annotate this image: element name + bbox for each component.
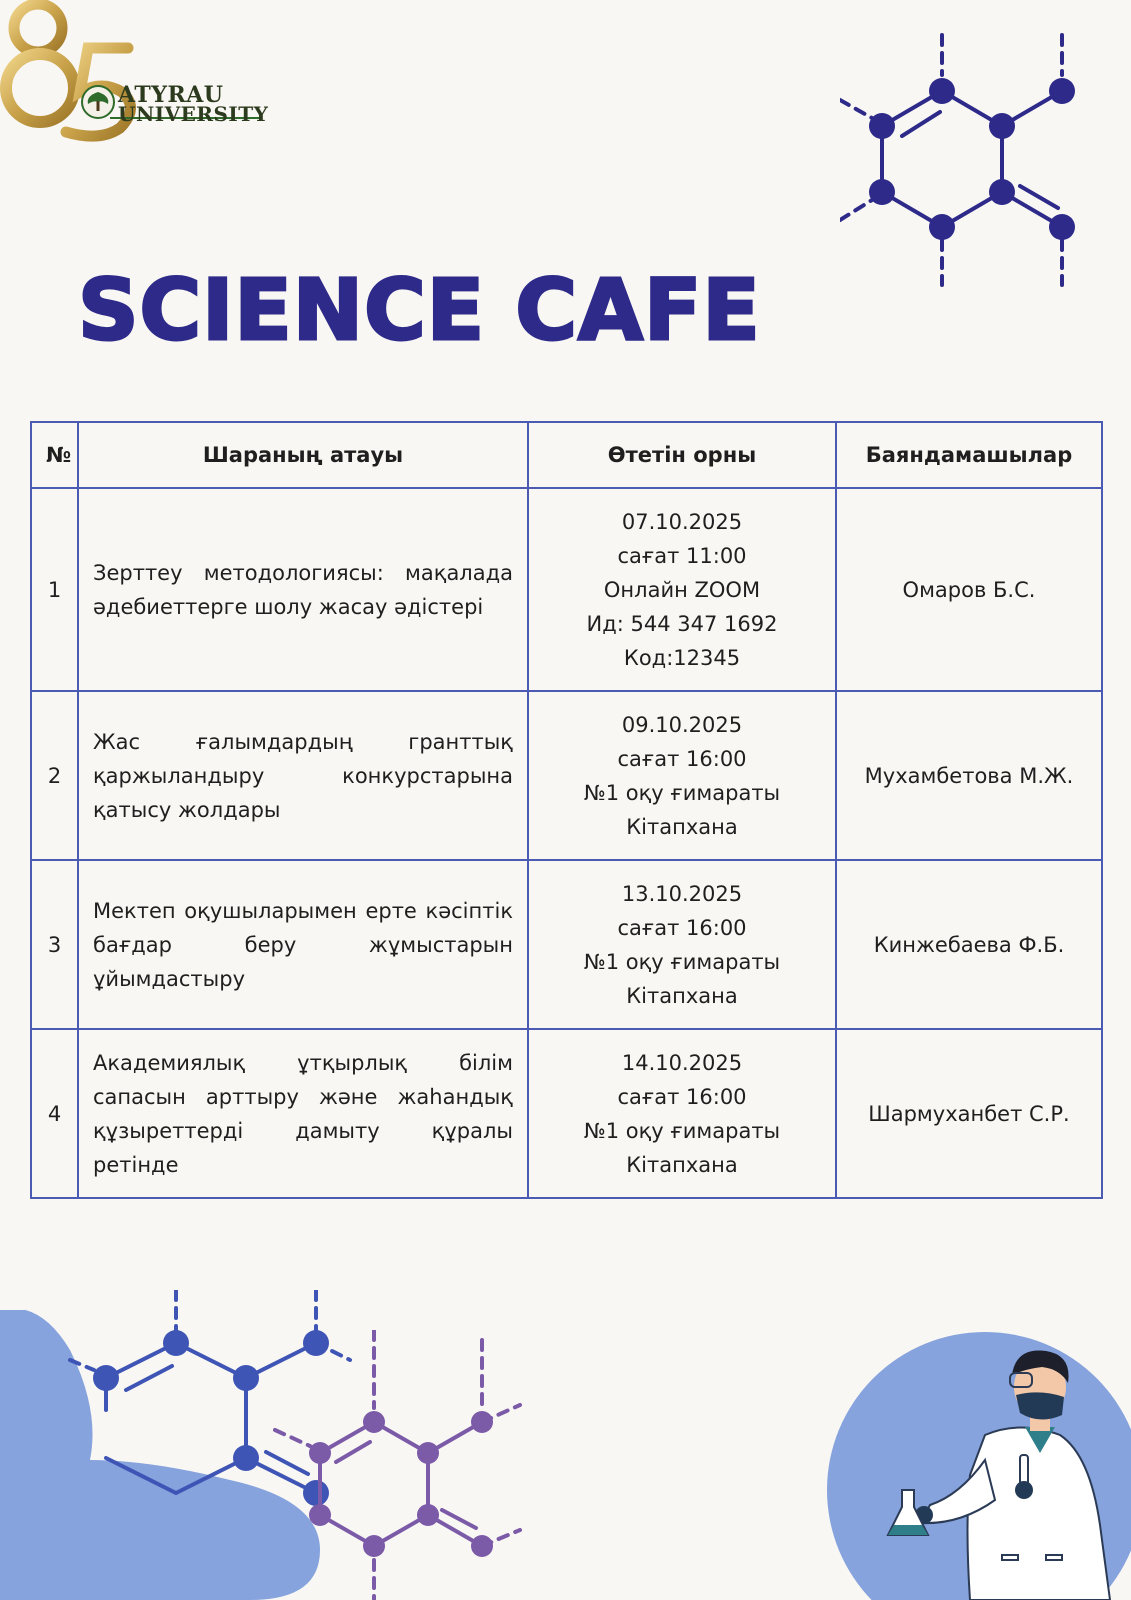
event-speaker: Шармуханбет С.Р. (836, 1029, 1102, 1198)
university-logo (0, 0, 280, 150)
event-venue (528, 691, 836, 860)
table-row (31, 691, 1102, 860)
molecule-decoration-bottom-purple (270, 1330, 530, 1600)
event-venue (528, 488, 836, 691)
event-location: №1 оқу ғимараты (583, 949, 781, 974)
event-date: 14.10.2025 (621, 1050, 743, 1075)
event-date: 09.10.2025 (621, 712, 743, 737)
header-speakers: Баяндамашылар (836, 422, 1102, 488)
logo-text-university: UNIVERSITY (118, 102, 269, 126)
schedule-table (30, 421, 1103, 1199)
event-speaker: Кинжебаева Ф.Б. (836, 860, 1102, 1029)
logo-text-atyrau: ATYRAU (118, 82, 224, 108)
page-title: SCIENCE CAFE (78, 261, 761, 359)
event-time: сағат 11:00 (617, 543, 747, 568)
event-date: 13.10.2025 (621, 881, 743, 906)
event-topic: Мектеп оқушыларымен ерте кәсіптік бағдар беру жұмыстарын ұйымдастыру (78, 860, 528, 1029)
event-speaker: Мухамбетова М.Ж. (836, 691, 1102, 860)
event-location: Онлайн ZOOM (603, 577, 761, 602)
event-topic: Жас ғалымдардың гранттық қаржыландыру конкурстарына қатысу жолдары (78, 691, 528, 860)
event-location: №1 оқу ғимараты (583, 1118, 781, 1143)
event-room: Кітапхана (626, 1152, 738, 1177)
event-venue (528, 1029, 836, 1198)
event-location: №1 оқу ғимараты (583, 780, 781, 805)
event-date: 07.10.2025 (621, 509, 743, 534)
logo-85-mark (0, 0, 280, 150)
event-speaker: Омаров Б.С. (836, 488, 1102, 691)
table-row (31, 1029, 1102, 1198)
zoom-id: Ид: 544 347 1692 (586, 611, 778, 636)
table-row (31, 488, 1102, 691)
molecule-decoration-top (840, 30, 1100, 290)
header-venue: Өтетін орны (528, 422, 836, 488)
event-time: сағат 16:00 (617, 915, 747, 940)
row-number: 3 (31, 860, 78, 1029)
table-header-row (31, 422, 1102, 488)
header-number: № (31, 422, 78, 488)
event-room: Кітапхана (626, 814, 738, 839)
event-topic: Зерттеу методологиясы: мақалада әдебиеттерге шолу жасау әдістері (78, 488, 528, 691)
scientist-illustration (820, 1325, 1131, 1600)
event-time: сағат 16:00 (617, 746, 747, 771)
row-number: 2 (31, 691, 78, 860)
row-number: 4 (31, 1029, 78, 1198)
zoom-code: Код:12345 (623, 645, 741, 670)
header-event-title: Шараның атауы (78, 422, 528, 488)
event-room: Кітапхана (626, 983, 738, 1008)
event-venue (528, 860, 836, 1029)
row-number: 1 (31, 488, 78, 691)
table-row (31, 860, 1102, 1029)
event-topic: Академиялық ұтқырлық білім сапасын арттыру және жаһандық құзыреттерді дамыту құралы ретінде (78, 1029, 528, 1198)
event-time: сағат 16:00 (617, 1084, 747, 1109)
